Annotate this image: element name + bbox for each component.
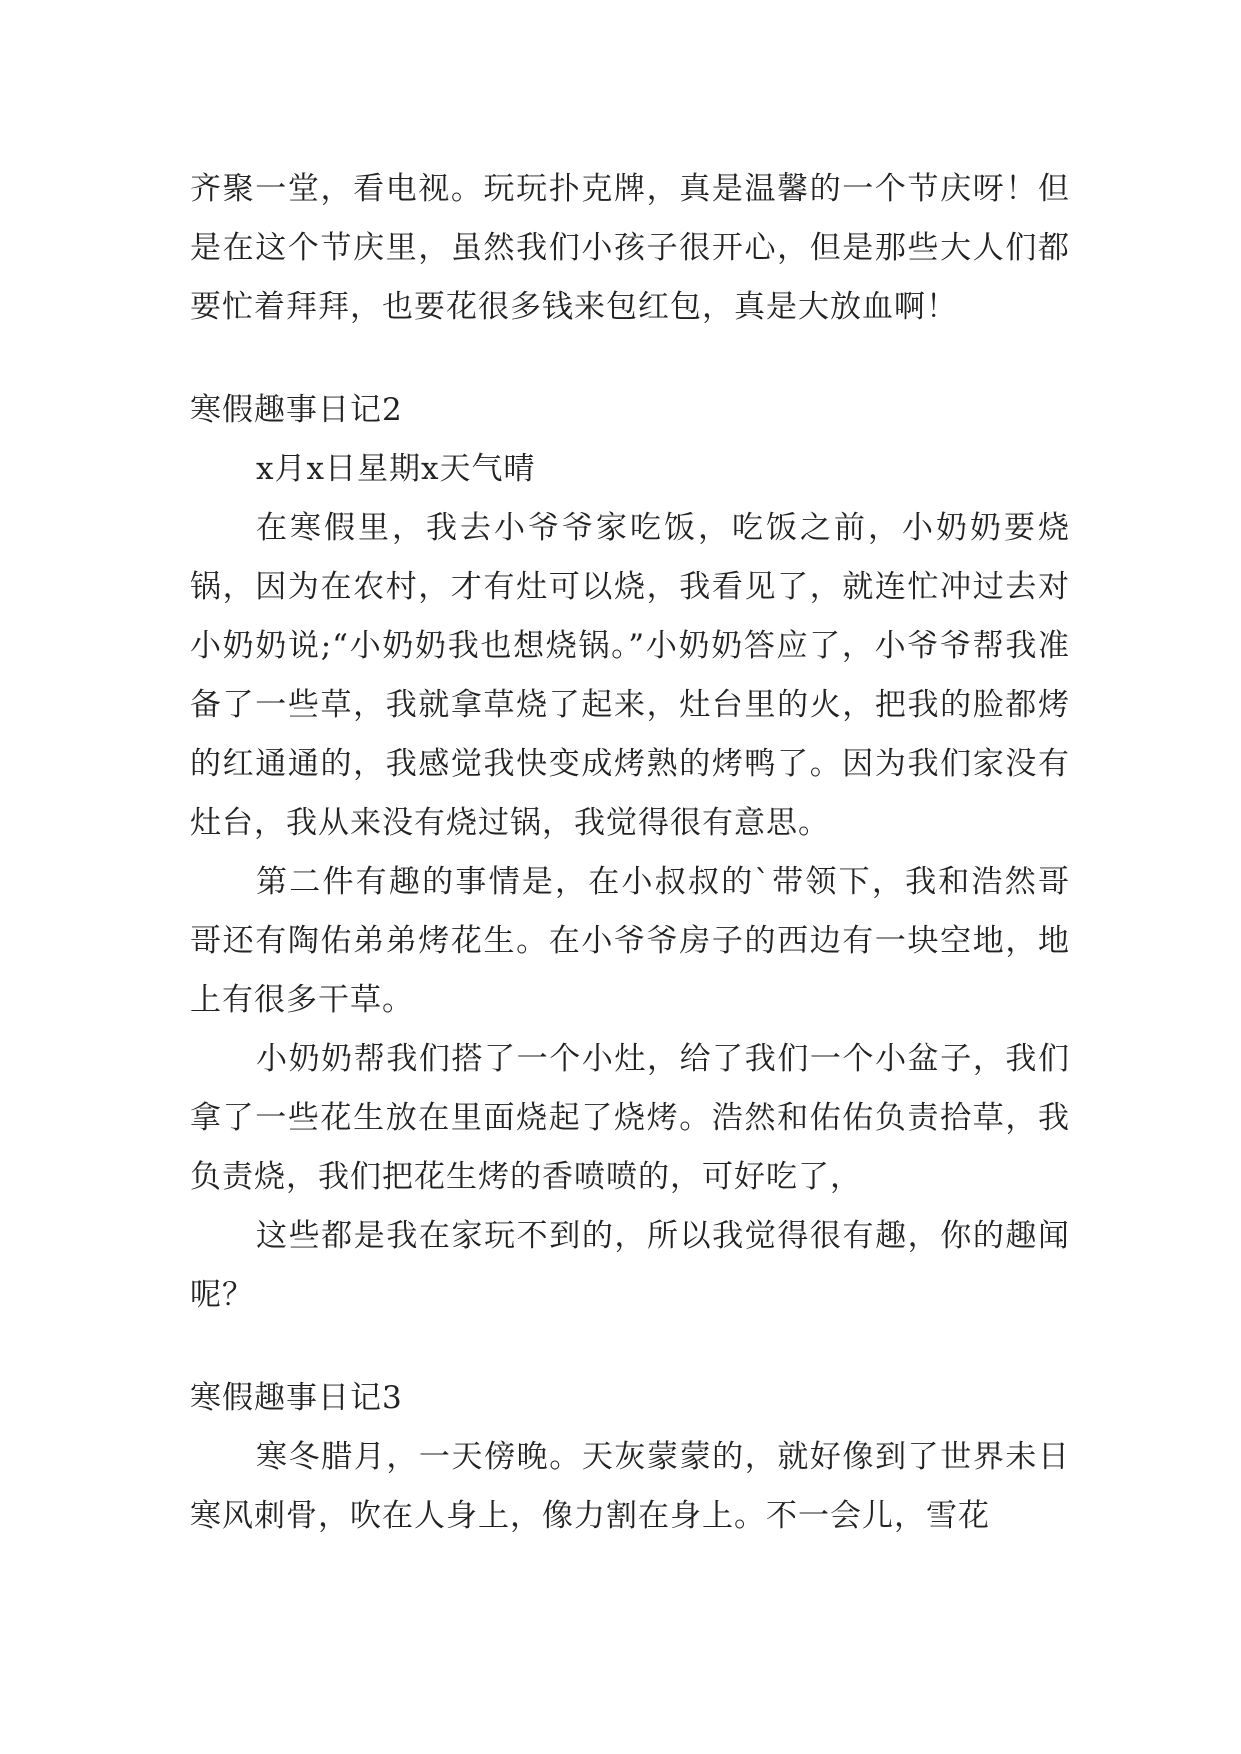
section-2-date-line: x月x日星期x天气晴 [256, 451, 536, 487]
section-spacer [190, 337, 1070, 381]
section-2-paragraph: 小奶奶帮我们搭了一个小灶，给了我们一个小盆子，我们拿了一些花生放在里面烧起了烧烤。浩然和佑佑负责拾草，我负责烧，我们把花生烤的香喷喷的，可好吃了， [190, 1041, 1070, 1195]
intro-paragraph: 齐聚一堂，看电视。玩玩扑克牌，真是温馨的一个节庆呀！但是在这个节庆里，虽然我们小孩子很开心，但是那些大人们都要忙着拜拜，也要花很多钱来包红包，真是大放血啊！ [190, 171, 1070, 325]
section-2-title: 寒假趣事日记2 [190, 392, 403, 428]
document-body [190, 160, 1070, 1546]
section-2-paragraph: 这些都是我在家玩不到的，所以我觉得很有趣，你的趣闻呢？ [190, 1218, 1070, 1313]
section-spacer [190, 1325, 1070, 1369]
section-2-paragraph: 在寒假里，我去小爷爷家吃饭，吃饭之前，小奶奶要烧锅，因为在农村，才有灶可以烧，我看见了，就连忙冲过去对小奶奶说;“小奶奶我也想烧锅。”小奶奶答应了，小爷爷帮我准备了一些草，我就拿草烧了起来，灶台里的火，把我的脸都烤的红通通的，我感觉我快变成烤熟的烤鸭了。因为我们家没有灶台，我从来没有烧过锅，我觉得很有意思。 [190, 510, 1070, 841]
section-2-paragraph: 第二件有趣的事情是，在小叔叔的`带领下，我和浩然哥哥还有陶佑弟弟烤花生。在小爷爷房子的西边有一块空地，地上有很多干草。 [190, 864, 1070, 1018]
section-3-paragraph: 寒冬腊月，一天傍晚。天灰蒙蒙的，就好像到了世界未日寒风刺骨，吹在人身上，像力割在身上。不一会儿，雪花 [190, 1439, 1070, 1534]
section-3-title: 寒假趣事日记3 [190, 1380, 403, 1416]
